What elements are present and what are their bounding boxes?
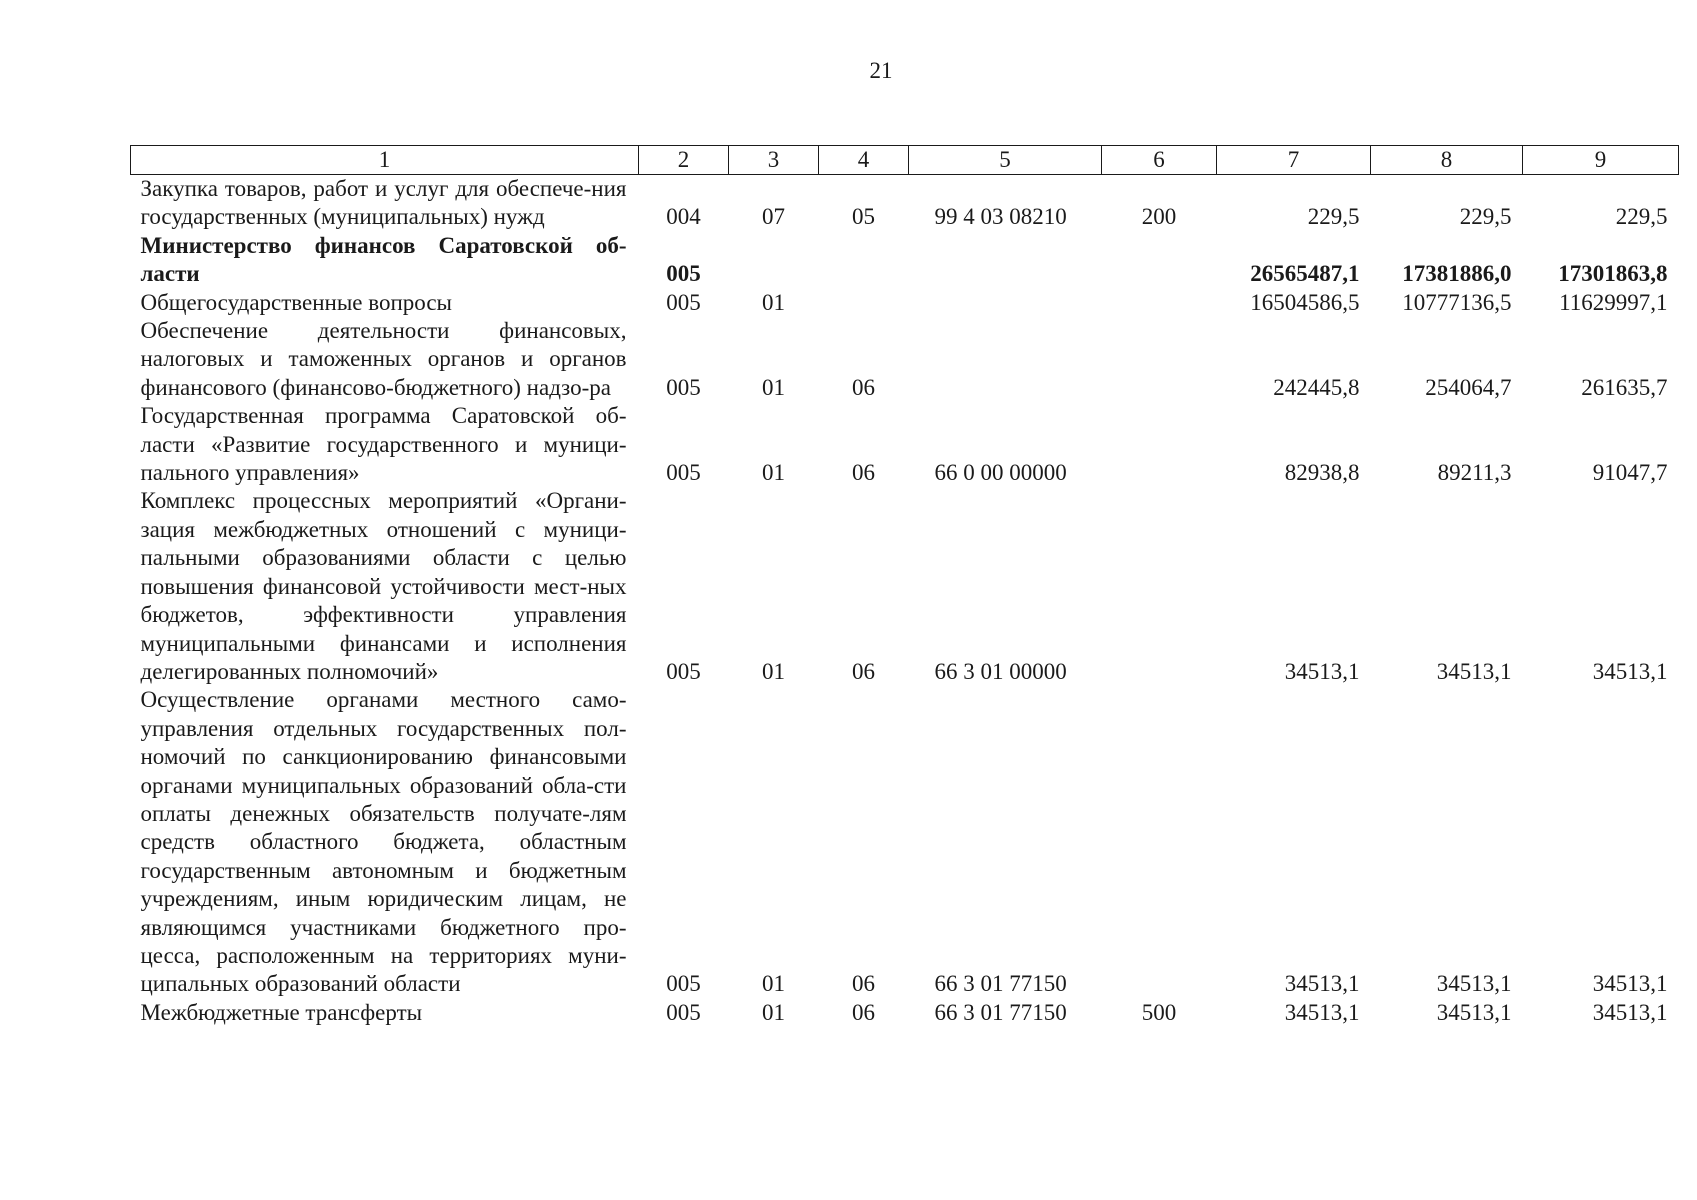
code-4-cell: 05 [852,204,875,230]
code-6-cell [1102,289,1217,317]
code-4-cell: 06 [852,658,875,684]
code-5-cell: 66 3 01 77150 [934,999,1067,1025]
row-name-cell: Министерство финансов Саратовской об-ласти [140,232,627,287]
code-6-cell [1102,487,1217,686]
code-3-cell: 01 [762,460,785,486]
row-name-cell: Обеспечение деятельности финансовых, налоговых и таможенных органов и органов финансового (финансово-бюджетного) надзо-ра [140,318,627,400]
column-header: 3 [729,146,819,175]
amount-8-cell: 34513,1 [1436,658,1512,684]
column-header: 7 [1217,146,1371,175]
code-2-cell: 005 [666,999,701,1025]
table-row [131,999,1679,1027]
column-header: 1 [131,146,639,175]
code-2-cell: 005 [666,261,701,287]
code-4-cell: 06 [852,374,875,400]
code-5-cell [909,317,1102,402]
row-name-cell: Общегосударственные вопросы [140,289,452,315]
table-row [131,317,1679,402]
code-4-cell [819,289,909,317]
code-2-cell: 004 [666,204,701,230]
amount-8-cell: 254064,7 [1425,374,1512,400]
column-header: 5 [909,146,1102,175]
code-3-cell: 01 [762,658,785,684]
table-row [131,402,1679,487]
row-name-cell: Государственная программа Саратовской об-ласти «Развитие государственного и муници-пального управления» [140,403,627,486]
code-3-cell: 01 [762,289,785,315]
code-3-cell [729,232,819,289]
amount-8-cell: 89211,3 [1437,460,1512,486]
code-6-cell [1102,232,1217,289]
amount-9-cell: 17301863,8 [1558,261,1668,287]
code-2-cell: 005 [666,289,701,315]
amount-8-cell: 34513,1 [1436,999,1512,1025]
amount-9-cell: 34513,1 [1592,658,1668,684]
code-3-cell: 01 [762,971,785,997]
code-4-cell: 06 [852,971,875,997]
amount-9-cell: 229,5 [1615,204,1668,230]
code-4-cell: 06 [852,999,875,1025]
amount-8-cell: 34513,1 [1436,971,1512,997]
table-row [131,232,1679,289]
code-2-cell: 005 [666,374,701,400]
column-header: 8 [1371,146,1523,175]
code-6-cell: 500 [1141,999,1177,1025]
amount-9-cell: 34513,1 [1592,999,1668,1025]
amount-9-cell: 91047,7 [1592,460,1668,486]
code-2-cell: 005 [666,658,701,684]
row-name-cell: Закупка товаров, работ и услуг для обеспече-ния государственных (муниципальных) нужд [140,176,627,230]
code-5-cell: 66 3 01 00000 [934,658,1067,684]
code-3-cell: 01 [762,374,785,400]
table-body [131,175,1679,1028]
row-name-cell: Осуществление органами местного само-управления отдельных государственных пол-номочий по санкционированию финансовыми органами муниципальных образований обла-сти оплаты денежных обязательств получате-лям средств областного бюджета, областным государственным автономным и бюджетным учреждениям, иным юридическим лицам, не являющимся участниками бюджетного про-цесса, расположенным на территориях муни-ципальных образований области [140,687,627,997]
amount-7-cell: 242445,8 [1273,374,1360,400]
row-name-cell: Межбюджетные трансферты [140,999,423,1025]
amount-7-cell: 16504586,5 [1250,289,1360,315]
table-row [131,487,1679,686]
code-3-cell: 07 [762,204,785,230]
amount-8-cell: 229,5 [1459,204,1512,230]
code-6-cell: 200 [1141,204,1177,230]
code-4-cell: 06 [852,460,875,486]
amount-8-cell: 17381886,0 [1402,261,1512,287]
code-6-cell [1102,317,1217,402]
column-header: 4 [819,146,909,175]
amount-7-cell: 34513,1 [1284,999,1360,1025]
column-header: 2 [639,146,729,175]
code-6-cell [1102,402,1217,487]
code-5-cell: 99 4 03 08210 [934,204,1067,230]
budget-table [130,145,1679,1027]
amount-9-cell: 261635,7 [1581,374,1668,400]
amount-8-cell: 10777136,5 [1402,289,1512,315]
code-5-cell: 66 3 01 77150 [934,971,1067,997]
column-header: 9 [1523,146,1679,175]
row-name-cell: Комплекс процессных мероприятий «Органи-зация межбюджетных отношений с муници-пальными образованиями области с целью повышения финансовой устойчивости мест-ных бюджетов, эффективности управления муниципальными финансами и исполнения делегированных полномочий» [140,488,627,684]
code-4-cell [819,232,909,289]
column-number-header-row [131,146,1679,175]
code-2-cell: 005 [666,460,701,486]
amount-9-cell: 11629997,1 [1559,289,1668,315]
code-2-cell: 005 [666,971,701,997]
page-number: 21 [869,58,893,83]
amount-7-cell: 26565487,1 [1250,261,1360,287]
table-row [131,175,1679,232]
table-row [131,289,1679,317]
code-6-cell [1102,686,1217,998]
column-header: 6 [1102,146,1217,175]
table-row [131,686,1679,998]
amount-7-cell: 34513,1 [1284,658,1360,684]
amount-7-cell: 34513,1 [1284,971,1360,997]
code-3-cell: 01 [762,999,785,1025]
amount-7-cell: 229,5 [1307,204,1360,230]
code-5-cell: 66 0 00 00000 [934,460,1067,486]
amount-9-cell: 34513,1 [1592,971,1668,997]
code-5-cell [909,289,1102,317]
amount-7-cell: 82938,8 [1284,460,1360,486]
code-5-cell [909,232,1102,289]
